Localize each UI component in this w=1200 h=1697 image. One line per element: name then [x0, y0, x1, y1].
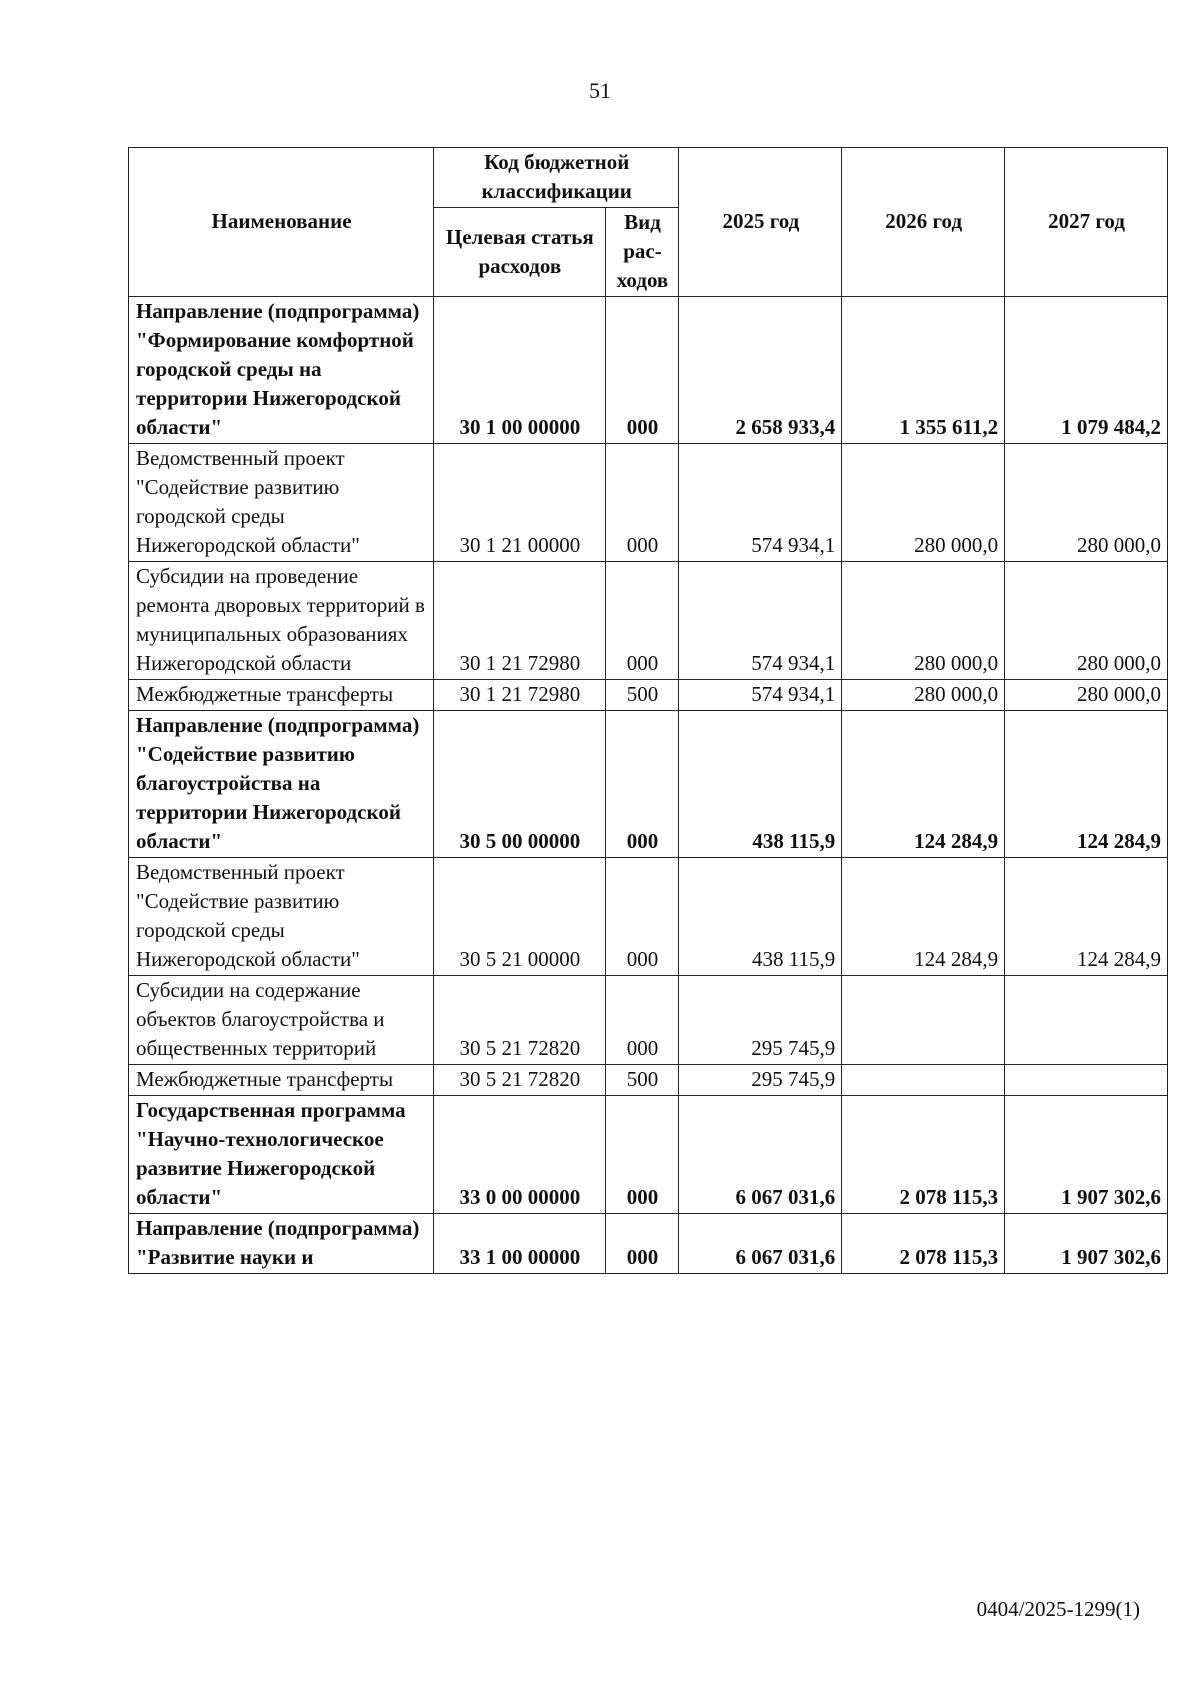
cell-code: 30 1 21 72980	[434, 562, 606, 680]
cell-y2026	[842, 1065, 1005, 1096]
cell-y2025: 438 115,9	[679, 711, 842, 858]
cell-y2026: 280 000,0	[842, 444, 1005, 562]
document-code: 0404/2025-1299(1)	[976, 1597, 1140, 1621]
cell-y2027: 280 000,0	[1005, 562, 1168, 680]
table-row	[129, 444, 1168, 562]
cell-code: 30 1 21 72980	[434, 680, 606, 711]
header-year-2025: 2025 год	[679, 148, 842, 297]
cell-code: 30 5 00 00000	[434, 711, 606, 858]
cell-name: Ведомственный проект "Содействие развитию городской среды Нижегородской области"	[129, 444, 434, 562]
cell-kind: 000	[605, 444, 679, 562]
cell-y2025: 6 067 031,6	[679, 1214, 842, 1274]
cell-y2025: 438 115,9	[679, 858, 842, 976]
header-name: Наименование	[129, 148, 434, 297]
header-kbk-group: Код бюджетной классификации	[434, 148, 679, 208]
cell-y2026	[842, 976, 1005, 1065]
cell-y2027: 124 284,9	[1005, 711, 1168, 858]
table-row	[129, 297, 1168, 444]
cell-kind: 000	[605, 562, 679, 680]
table-row	[129, 680, 1168, 711]
cell-kind: 500	[605, 1065, 679, 1096]
cell-y2027: 1 907 302,6	[1005, 1214, 1168, 1274]
cell-kind: 500	[605, 680, 679, 711]
cell-y2026: 280 000,0	[842, 680, 1005, 711]
table-row	[129, 1096, 1168, 1214]
cell-kind: 000	[605, 297, 679, 444]
cell-code: 33 1 00 00000	[434, 1214, 606, 1274]
cell-y2026: 2 078 115,3	[842, 1096, 1005, 1214]
cell-name: Направление (подпрограмма) "Содействие развитию благоустройства на территории Нижегородской области"	[129, 711, 434, 858]
cell-kind: 000	[605, 1214, 679, 1274]
cell-kind: 000	[605, 976, 679, 1065]
cell-y2027: 124 284,9	[1005, 858, 1168, 976]
cell-name: Направление (подпрограмма) "Развитие науки и	[129, 1214, 434, 1274]
cell-code: 30 5 21 72820	[434, 1065, 606, 1096]
cell-y2025: 574 934,1	[679, 562, 842, 680]
cell-kind: 000	[605, 711, 679, 858]
cell-code: 30 1 21 00000	[434, 444, 606, 562]
cell-y2026: 124 284,9	[842, 858, 1005, 976]
cell-name: Направление (подпрограмма) "Формирование комфортной городской среды на территории Нижегородской области"	[129, 297, 434, 444]
cell-name: Государственная программа "Научно-технологическое развитие Нижегородской области"	[129, 1096, 434, 1214]
cell-name: Субсидии на проведение ремонта дворовых территорий в муниципальных образованиях Нижегородской области	[129, 562, 434, 680]
cell-y2027	[1005, 1065, 1168, 1096]
cell-y2026: 2 078 115,3	[842, 1214, 1005, 1274]
budget-table	[128, 147, 1168, 1274]
table-row	[129, 711, 1168, 858]
cell-y2027: 280 000,0	[1005, 680, 1168, 711]
cell-y2025: 574 934,1	[679, 680, 842, 711]
cell-y2025: 2 658 933,4	[679, 297, 842, 444]
cell-code: 30 5 21 72820	[434, 976, 606, 1065]
cell-code: 30 5 21 00000	[434, 858, 606, 976]
header-year-2026: 2026 год	[842, 148, 1005, 297]
table-row	[129, 562, 1168, 680]
cell-kind: 000	[605, 858, 679, 976]
cell-y2025: 6 067 031,6	[679, 1096, 842, 1214]
cell-y2026: 124 284,9	[842, 711, 1005, 858]
table-row	[129, 858, 1168, 976]
cell-y2027: 280 000,0	[1005, 444, 1168, 562]
cell-y2027: 1 907 302,6	[1005, 1096, 1168, 1214]
table-row	[129, 1065, 1168, 1096]
cell-code: 33 0 00 00000	[434, 1096, 606, 1214]
cell-y2026: 280 000,0	[842, 562, 1005, 680]
cell-y2027	[1005, 976, 1168, 1065]
page-number: 51	[589, 78, 611, 103]
cell-y2025: 295 745,9	[679, 976, 842, 1065]
header-target-article: Целевая статья расходов	[434, 208, 606, 297]
cell-y2026: 1 355 611,2	[842, 297, 1005, 444]
cell-code: 30 1 00 00000	[434, 297, 606, 444]
table-row	[129, 976, 1168, 1065]
cell-kind: 000	[605, 1096, 679, 1214]
cell-y2025: 295 745,9	[679, 1065, 842, 1096]
cell-name: Ведомственный проект "Содействие развитию городской среды Нижегородской области"	[129, 858, 434, 976]
cell-name: Межбюджетные трансферты	[129, 1065, 434, 1096]
header-expense-type: Вид рас-ходов	[605, 208, 679, 297]
cell-y2025: 574 934,1	[679, 444, 842, 562]
cell-name: Межбюджетные трансферты	[129, 680, 434, 711]
cell-name: Субсидии на содержание объектов благоустройства и общественных территорий	[129, 976, 434, 1065]
table-body	[129, 297, 1168, 1274]
header-year-2027: 2027 год	[1005, 148, 1168, 297]
table-row	[129, 1214, 1168, 1274]
cell-y2027: 1 079 484,2	[1005, 297, 1168, 444]
